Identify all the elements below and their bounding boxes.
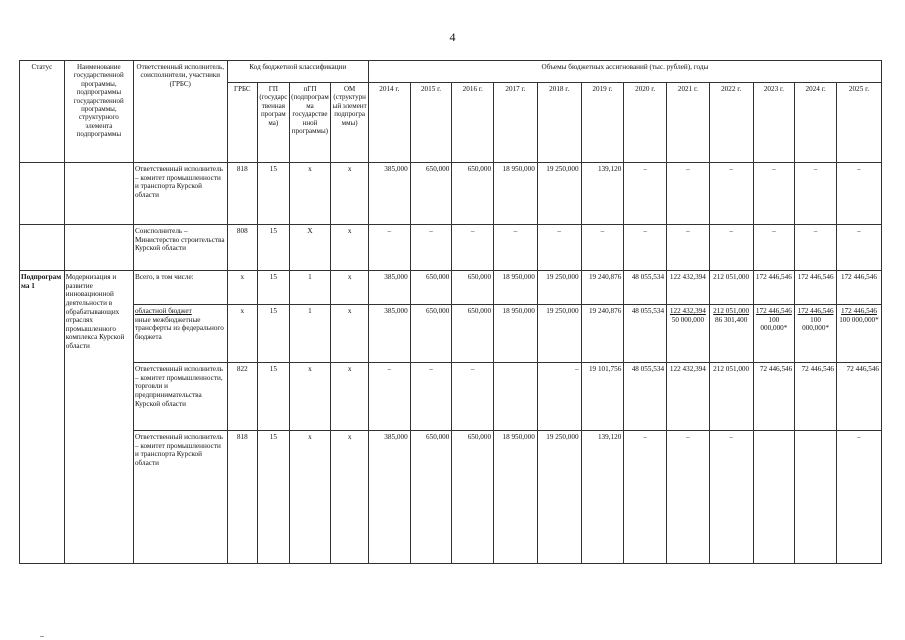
value-cell: 48 055,534: [624, 271, 667, 305]
header-code-om: ОМ (структурный элемент подпрограммы): [331, 83, 369, 163]
value-cell: 19 101,756: [581, 363, 624, 431]
value-cell: –: [368, 225, 410, 271]
code-cell: х: [331, 225, 369, 271]
value-cell: 18 950,000: [494, 163, 538, 225]
header-name: Наименование государственной программы, подпрограммы государственной программы, структурного элемента подпрограммы: [64, 61, 133, 163]
value-cell: [795, 431, 837, 564]
value-cell: –: [667, 225, 710, 271]
value-cell: 212 051,000: [709, 363, 753, 431]
table-row: [20, 305, 882, 363]
code-cell: 1: [289, 271, 331, 305]
table-row: [20, 363, 882, 431]
value-cell: [494, 363, 538, 431]
code-cell: 818: [227, 431, 258, 564]
value-cell: 385,000: [368, 305, 410, 363]
value-cell: –: [452, 363, 494, 431]
table-row: [20, 271, 882, 305]
value-regional: 172 446,546: [840, 307, 877, 315]
header-year: 2022 г.: [709, 83, 753, 163]
scan-speck: [40, 636, 44, 637]
value-cell: 650,000: [452, 163, 494, 225]
name-cell: [64, 225, 133, 271]
code-cell: х: [289, 431, 331, 564]
value-regional: 172 446,546: [797, 307, 834, 315]
value-cell: 19 250,000: [537, 271, 581, 305]
value-cell: 139,120: [581, 431, 624, 564]
code-cell: х: [331, 305, 369, 363]
value-cell: 19 250,000: [537, 163, 581, 225]
value-cell: –: [709, 225, 753, 271]
value-cell: 19 240,876: [581, 305, 624, 363]
value-cell: –: [624, 431, 667, 564]
value-cell: –: [581, 225, 624, 271]
value-cell: –: [537, 363, 581, 431]
value-cell: 172 446,546: [795, 271, 837, 305]
value-cell: 18 950,000: [494, 305, 538, 363]
value-cell: –: [410, 225, 452, 271]
header-code-pgp: пГП (подпрограмма государственной программы): [289, 83, 331, 163]
value-cell: –: [753, 163, 795, 225]
page-number: 4: [449, 30, 456, 44]
value-cell: 650,000: [452, 271, 494, 305]
value-cell: 19 250,000: [537, 431, 581, 564]
header-year: 2021 г.: [667, 83, 710, 163]
table-row: [20, 163, 882, 225]
header-year: 2014 г.: [368, 83, 410, 163]
value-cell: –: [494, 225, 538, 271]
value-cell: –: [836, 431, 881, 564]
value-cell: 650,000: [410, 431, 452, 564]
value-cell: –: [624, 225, 667, 271]
value-cell: [753, 431, 795, 564]
code-cell: 822: [227, 363, 258, 431]
value-cell: 122 432,394: [667, 363, 710, 431]
value-cell: 385,000: [368, 271, 410, 305]
code-cell: х: [331, 163, 369, 225]
value-cell: 650,000: [410, 163, 452, 225]
code-cell: 15: [258, 431, 290, 564]
value-cell: 650,000: [452, 305, 494, 363]
value-cell: 650,000: [452, 431, 494, 564]
value-cell: –: [667, 163, 710, 225]
responsible-cell: Всего, в том числе:: [133, 271, 227, 305]
value-cell: –: [753, 225, 795, 271]
header-code-gp: ГП (государственная программа): [258, 83, 290, 163]
value-cell: –: [452, 225, 494, 271]
value-cell: –: [836, 225, 881, 271]
header-code-grbs: ГРБС: [227, 83, 258, 163]
responsible-cell: [133, 305, 227, 363]
value-cell: –: [795, 163, 837, 225]
responsible-cell: Соисполнитель – Министерство строительства Курской области: [133, 225, 227, 271]
value-cell: [836, 305, 881, 363]
code-cell: 15: [258, 363, 290, 431]
header-volumes: Объемы бюджетных ассигнований (тыс. рублей), годы: [368, 61, 881, 83]
value-cell: 72 446,546: [836, 363, 881, 431]
transfers-label: иные межбюджетные трансферты из федерального бюджета: [134, 315, 224, 341]
value-federal: 86 301,400: [714, 315, 748, 324]
name-cell: [64, 163, 133, 225]
value-cell: 48 055,534: [624, 305, 667, 363]
value-cell: [667, 305, 710, 363]
value-regional: 172 446,546: [755, 307, 792, 315]
code-cell: х: [227, 271, 258, 305]
value-cell: –: [709, 163, 753, 225]
code-cell: х: [227, 305, 258, 363]
table-row: [20, 431, 882, 564]
value-cell: 172 446,546: [753, 271, 795, 305]
name-cell: Модернизация и развитие инновационной деятельности в обрабатывающих отраслях промышленного комплекса Курской области: [64, 271, 133, 564]
code-cell: 15: [258, 305, 290, 363]
value-federal: 100 000,000*: [802, 315, 830, 333]
value-cell: –: [368, 363, 410, 431]
value-cell: 19 250,000: [537, 305, 581, 363]
code-cell: 15: [258, 225, 290, 271]
code-cell: 1: [289, 305, 331, 363]
value-cell: 385,000: [368, 431, 410, 564]
budget-source-label: областной бюджет: [134, 307, 192, 315]
header-year: 2016 г.: [452, 83, 494, 163]
code-cell: 15: [258, 163, 290, 225]
status-cell: [20, 225, 65, 271]
code-cell: 818: [227, 163, 258, 225]
header-budget-code: Код бюджетной классификации: [227, 61, 368, 83]
header-responsible: Ответственный исполнитель, соисполнители, участники (ГРБС): [133, 61, 227, 163]
value-cell: 172 446,546: [836, 271, 881, 305]
header-year: 2023 г.: [753, 83, 795, 163]
value-regional: 122 432,394: [669, 307, 706, 315]
header-status: Статус: [20, 61, 65, 163]
value-regional: 212 051,000: [713, 307, 750, 315]
value-cell: –: [667, 431, 710, 564]
value-cell: 18 950,000: [494, 431, 538, 564]
header-year: 2015 г.: [410, 83, 452, 163]
table-row: [20, 225, 882, 271]
code-cell: х: [289, 363, 331, 431]
value-cell: [795, 305, 837, 363]
header-year: 2019 г.: [581, 83, 624, 163]
value-cell: 18 950,000: [494, 271, 538, 305]
responsible-cell: Ответственный исполнитель – комитет промышленности и транспорта Курской области: [133, 431, 227, 564]
status-cell: Подпрограмма 1: [20, 271, 65, 564]
code-cell: х: [331, 271, 369, 305]
status-cell: [20, 163, 65, 225]
value-cell: 122 432,394: [667, 271, 710, 305]
header-year: 2018 г.: [537, 83, 581, 163]
responsible-cell: Ответственный исполнитель – комитет промышленности и транспорта Курской области: [133, 163, 227, 225]
code-cell: 15: [258, 271, 290, 305]
code-cell: х: [289, 163, 331, 225]
header-year: 2025 г.: [836, 83, 881, 163]
code-cell: 808: [227, 225, 258, 271]
value-cell: 650,000: [410, 271, 452, 305]
value-cell: 72 446,546: [753, 363, 795, 431]
code-cell: Х: [289, 225, 331, 271]
value-federal: 100 000,000*: [760, 315, 788, 333]
value-cell: 139,120: [581, 163, 624, 225]
header-row-1: [20, 61, 882, 83]
code-cell: х: [331, 363, 369, 431]
responsible-cell: Ответственный исполнитель – комитет промышленности, торговли и предпринимательства Курской области: [133, 363, 227, 431]
header-year: 2024 г.: [795, 83, 837, 163]
value-federal: 50 000,000: [671, 315, 705, 324]
value-cell: –: [795, 225, 837, 271]
value-federal: 100 000,000*: [839, 315, 879, 324]
value-cell: –: [624, 163, 667, 225]
value-cell: 212 051,000: [709, 271, 753, 305]
header-year: 2017 г.: [494, 83, 538, 163]
value-cell: 19 240,876: [581, 271, 624, 305]
value-cell: –: [836, 163, 881, 225]
value-cell: [709, 305, 753, 363]
value-cell: –: [410, 363, 452, 431]
value-cell: 385,000: [368, 163, 410, 225]
code-cell: х: [331, 431, 369, 564]
value-cell: –: [709, 431, 753, 564]
value-cell: 48 055,534: [624, 363, 667, 431]
value-cell: –: [537, 225, 581, 271]
header-year: 2020 г.: [624, 83, 667, 163]
value-cell: 650,000: [410, 305, 452, 363]
value-cell: 72 446,546: [795, 363, 837, 431]
value-cell: [753, 305, 795, 363]
budget-table: [19, 60, 882, 564]
